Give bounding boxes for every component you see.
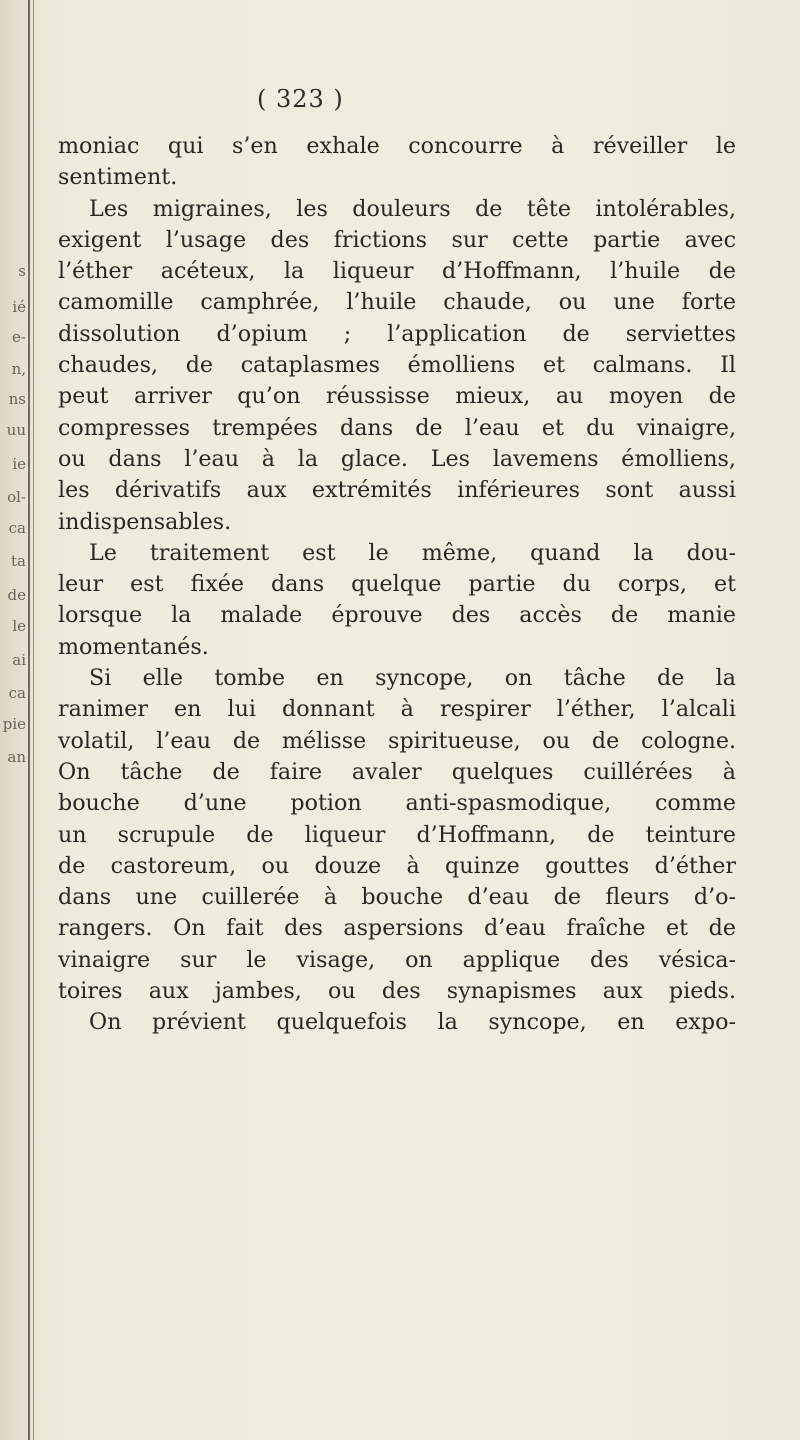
bleed-fragment: n, [11, 360, 26, 378]
bleed-fragment: ns [8, 390, 26, 408]
text-line: de castoreum, ou douze à quinze gouttes d’éther [58, 852, 736, 879]
text-line: indispensables. [58, 508, 232, 535]
text-line: On prévient quelquefois la syncope, en expo- [89, 1009, 736, 1036]
bleed-fragment: ta [11, 552, 26, 570]
facing-page-bleed [0, 0, 40, 900]
text-line: leur est fixée dans quelque partie du corps, et [58, 571, 736, 598]
bleed-fragment: ie [12, 455, 26, 473]
text-line: ranimer en lui donnant à respirer l’éther, l’alcali [58, 696, 736, 723]
bleed-fragment: pie [2, 715, 26, 733]
text-line: dissolution d’opium ; l’application de serviettes [58, 320, 736, 347]
body-text [58, 131, 736, 1039]
page-number: ( 323 ) [257, 85, 344, 113]
text-line: rangers. On fait des aspersions d’eau fraîche et de [58, 915, 736, 942]
bleed-fragment: ca [8, 519, 26, 537]
bleed-fragment: uu [6, 421, 26, 439]
text-line: dans une cuillerée à bouche d’eau de fleurs d’o- [58, 884, 736, 911]
bleed-fragment: ca [8, 684, 26, 702]
text-line: sentiment. [58, 164, 178, 191]
bleed-fragment: e- [12, 328, 26, 346]
text-line: moniac qui s’en exhale concourre à réveiller le [58, 133, 736, 159]
bleed-fragment: ié [12, 298, 26, 316]
bleed-fragment: s [18, 262, 26, 280]
text-line: volatil, l’eau de mélisse spiritueuse, ou de cologne. [58, 727, 736, 754]
text-line: Le traitement est le même, quand la dou- [89, 539, 736, 566]
text-line: camomille camphrée, l’huile chaude, ou une forte [58, 289, 736, 316]
text-line: bouche d’une potion anti-spasmodique, comme [58, 790, 736, 817]
bleed-fragment: ol- [7, 488, 26, 506]
text-line: vinaigre sur le visage, on applique des vésica- [58, 946, 736, 973]
text-line: ou dans l’eau à la glace. Les lavemens émolliens, [58, 445, 736, 472]
text-line: un scrupule de liqueur d’Hoffmann, de teinture [58, 821, 736, 848]
bleed-fragment: ai [12, 651, 26, 669]
text-line: chaudes, de cataplasmes émolliens et calmans. Il [58, 352, 736, 379]
text-line: peut arriver qu’on réussisse mieux, au moyen de [58, 383, 736, 410]
text-line: l’éther acéteux, la liqueur d’Hoffmann, l’huile de [58, 258, 736, 285]
bleed-fragment: de [7, 586, 26, 604]
bleed-fragment: an [7, 748, 26, 766]
text-line: compresses trempées dans de l’eau et du vinaigre, [58, 414, 736, 441]
bleed-fragment: le [12, 617, 26, 635]
text-line: On tâche de faire avaler quelques cuillérées à [58, 758, 736, 785]
text-line: lorsque la malade éprouve des accès de manie [58, 602, 736, 629]
binding-gutter [0, 0, 40, 1440]
text-line: exigent l’usage des frictions sur cette partie avec [58, 226, 736, 253]
text-line: momentanés. [58, 633, 209, 660]
text-line: les dérivatifs aux extrémités inférieures sont aussi [58, 477, 736, 504]
text-line: Si elle tombe en syncope, on tâche de la [89, 665, 736, 692]
text-line: toires aux jambes, ou des synapismes aux pieds. [58, 978, 736, 1005]
text-line: Les migraines, les douleurs de tête intolérables, [89, 195, 736, 222]
